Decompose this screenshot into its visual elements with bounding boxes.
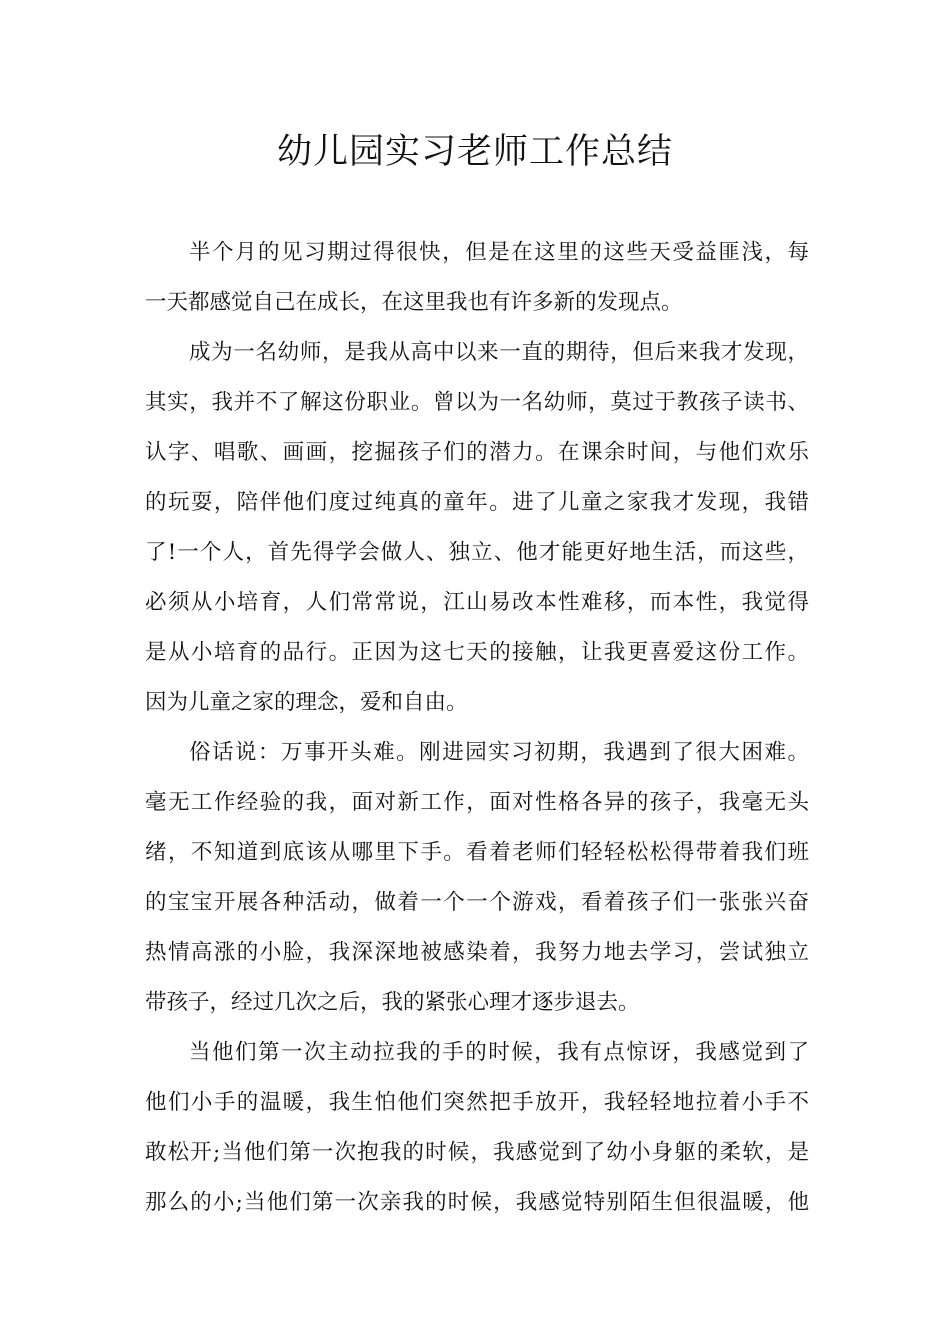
paragraph-4-line-2: 他们小手的温暖，我生怕他们突然把手放开，我轻轻地拉着小手不 xyxy=(145,1090,809,1115)
paragraph-1-line-2: 一天都感觉自己在成长，在这里我也有许多新的发现点。 xyxy=(145,290,683,315)
paragraph-3-line-2: 毫无工作经验的我，面对新工作，面对性格各异的孩子，我毫无头 xyxy=(145,790,809,815)
paragraph-4-line-1: 当他们第一次主动拉我的手的时候，我有点惊讶，我感觉到了 xyxy=(189,1040,809,1065)
paragraph-2-line-7: 是从小培育的品行。正因为这七天的接触，让我更喜爱这份工作。 xyxy=(145,640,809,665)
paragraph-2-line-4: 的玩耍，陪伴他们度过纯真的童年。进了儿童之家我才发现，我错 xyxy=(145,490,809,515)
paragraph-3-line-4: 的宝宝开展各种活动，做着一个一个游戏，看着孩子们一张张兴奋 xyxy=(145,890,809,915)
paragraph-3-line-1: 俗话说：万事开头难。刚进园实习初期，我遇到了很大困难。 xyxy=(189,740,809,765)
paragraph-2-line-1: 成为一名幼师，是我从高中以来一直的期待，但后来我才发现， xyxy=(189,340,809,365)
document-title: 幼儿园实习老师工作总结 xyxy=(276,132,673,172)
paragraph-2-line-8: 因为儿童之家的理念，爱和自由。 xyxy=(145,690,468,715)
paragraph-4-line-4: 那么的小;当他们第一次亲我的时候，我感觉特别陌生但很温暖，他 xyxy=(145,1190,809,1215)
document-body xyxy=(145,228,809,1228)
paragraph-2-line-3: 认字、唱歌、画画，挖掘孩子们的潜力。在课余时间，与他们欢乐 xyxy=(145,440,809,465)
paragraph-2-line-5: 了!一个人，首先得学会做人、独立、他才能更好地生活，而这些， xyxy=(145,540,809,565)
paragraph-1-line-1: 半个月的见习期过得很快，但是在这里的这些天受益匪浅，每 xyxy=(189,240,809,265)
paragraph-2-line-6: 必须从小培育，人们常常说，江山易改本性难移，而本性，我觉得 xyxy=(145,590,809,615)
paragraph-3-line-6: 带孩子，经过几次之后，我的紧张心理才逐步退去。 xyxy=(145,990,640,1015)
paragraph-3-line-5: 热情高涨的小脸，我深深地被感染着，我努力地去学习，尝试独立 xyxy=(145,940,809,965)
paragraph-4-line-3: 敢松开;当他们第一次抱我的时候，我感觉到了幼小身躯的柔软，是 xyxy=(145,1140,809,1165)
paragraph-2-line-2: 其实，我并不了解这份职业。曾以为一名幼师，莫过于教孩子读书、 xyxy=(145,390,809,415)
paragraph-3-line-3: 绪，不知道到底该从哪里下手。看着老师们轻轻松松得带着我们班 xyxy=(145,840,809,865)
